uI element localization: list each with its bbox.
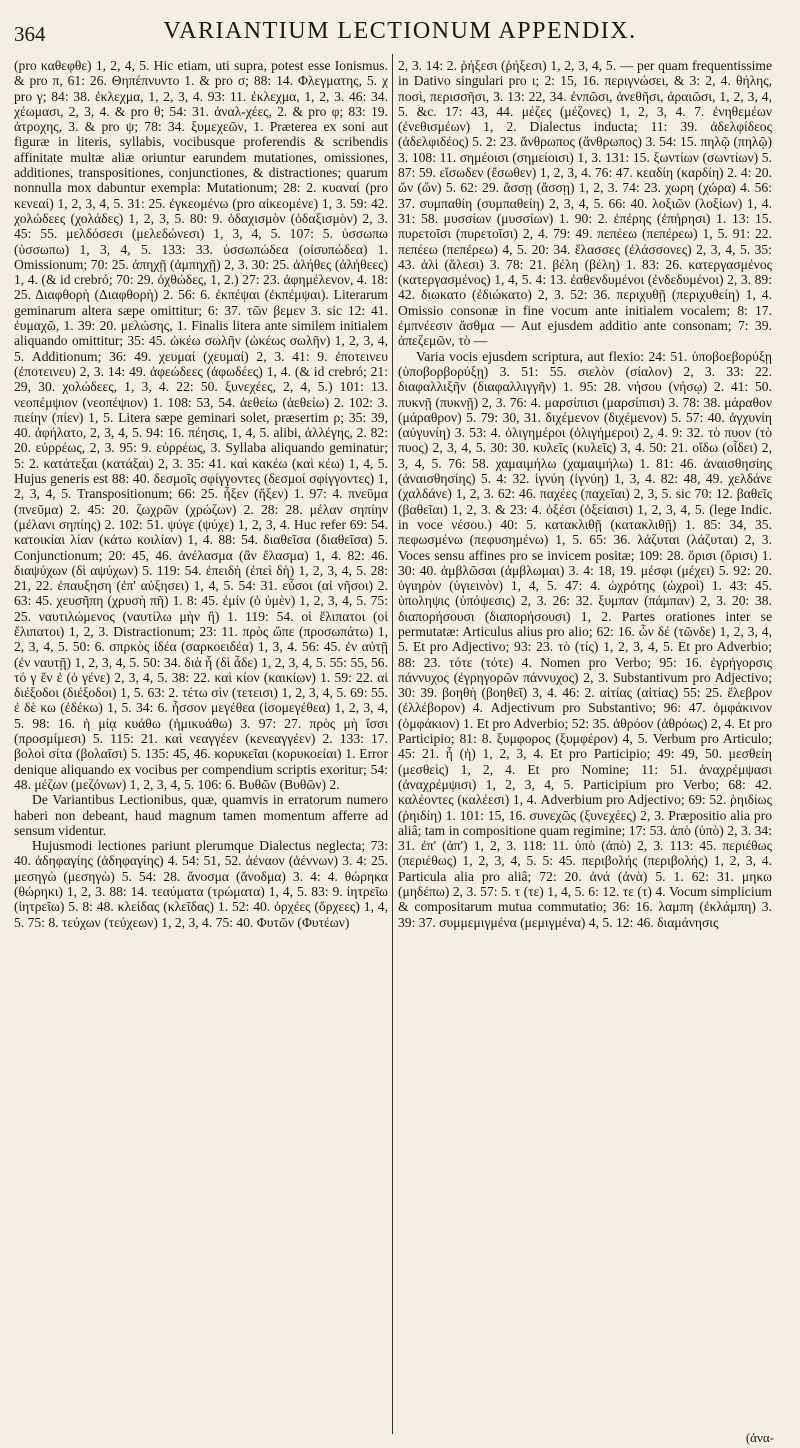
paragraph: 2, 3. 14: 2. ῥήξεσι (ῥήξεσι) 1, 2, 3, 4, 5. — per quam frequentissime in Dativo singulari pro ι; 2: 15, 16. περιγνώσει, & 3: 2, 4. θήλης, ποσὶ, περισσῆσι, 3. 13: 22, 34. ἐνπῶσι, ἀνεθῆσι, ἀραιῶσι, 1, 2, 3, 4, 5. &c. 17: 43, 44. μέζες (μέζονες) 1, 2, 3, 4. 7. ἐνηθεμέων (ἐνεθισμέων) 1, 2. Dialectus inducta; 11: 39. ἀδελφίδεος (ἀδελφιδέος) 5. 2: 23. ἄνθρωπος (ἄνθρωπος) 3. 54: 15. πηλῷ (πηλῷ) 3. 108: 11. σημέοισι (σημείοισι) 1, 3. 131: 15. ξωντίων (σωντίων) 5. 87: 59. εἴσωδεν (ἔσωθεν) 1, 2, 3, 4. 76: 47. κεαδίη (καρδίη) 2. 4: 20. ὤν (ὤν) 5. 62: 29. ἄσσῃ (ἄσσῃ) 1, 2, 3. 74: 23. χωρη (χώρα) 4. 56: 37. συμπαθίη (συμπαθείη) 2, 3, 4, 5. 66: 40. λοξιῶν (λοξίων) 1, 4. 31: 58. μυσσίων (μυσσίων) 1. 90: 2. ἐπέρης (ἐπήρησι) 1. 13: 15. πυρετοῖσι (πυρετοῖσι) 2, 4. 79: 49. πεπέεω (πεπέρεω) 1, 5. 91: 22. πεπέεω (πεπέρεω) 4, 5. 20: 34. ἔλασσες (ἐλάσσονες) 2, 3, 4, 5. 35: 43. ἁλὶ (ἅλεσι) 3. 78: 21. βέλη (βέλη) 1. 83: 26. κατεργασμένος (κατεργασμένος) 1, 4, 5. 4: 13. ἐαθενδυμένοι (ἐνδεδυμένοι) 2, 3. 89: 42. διωκατο (ἐδιώκατο) 2, 3. 52: 36. περιχυθῇ (περιχυθείη) 1, 4. Omissio consonæ in fine vocum ante initialem vocalem; 8: 17. ἐμπνέεσιν ἄσθμα — Aut ejusdem additio ante consonam; 7: 39. ἀπεζεμῶν, τὸ — bbox=[398, 58, 772, 349]
paragraph: Hujusmodi lectiones pariunt plerumque Dialectus neglecta; 73: 40. ἀδηφαγίης (ἀδηφαγίης) 4. 54: 51, 52. ἀέναον (ἀέννων) 3. 4: 25. μεσηγὼ (μεσηγὼ) 5. 54: 28. ἄνοσμα (ἄνοδμα) 3. 4: 4. θώρηκα (θώρηκι) 1, 2, 3. 88: 14. τεαύματα (τρώματα) 1, 4, 5. 83: 9. ἰητρεῖω (ἰητρεῖω) 5. 8: 48. κλείδας (κλεῖδας) 1. 52: 40. ὀρχέες (ὄρχεες) 1, 4, 5. 75: 8. τεύχων (τεύχεων) 1, 2, 3, 4. 75: 40. Φυτῶν (Φυτέων) bbox=[14, 838, 388, 930]
column-divider bbox=[392, 54, 393, 1434]
catchword: (ἀνα- bbox=[745, 1430, 774, 1445]
paragraph: (pro καθεφθε) 1, 2, 4, 5. Hic etiam, uti supra, potest esse Ionismus. & pro π, 61: 26. Θηπέπνυντο 1. & pro σ; 88: 14. Φλεγματης, 5. χ pro γ; 84: 38. ἐκλεχμα, 1, 2, 3, 4. 93: 11. ἐκλεχμα, 1, 2, 3. 46: 34. χέωμασι, 2, 3, 4. & pro θ; 54: 31. ἀναλ-χέες, 2. & pro φ; 83: 19. ἀτροχης, 3. & pro ψ; 78: 34. ξυμεχεῶν, 1. Præterea ex soni aut figuræ in literis, syllabis, vocibusque proferendis & scribendis affinitate multæ aliæ oriuntur earundem mutationes, omissiones, additiones, transpositiones, conjunctiones, & distractiones; quarum nonnulla mox dabuntur exempla: Mutationum; 28: 2. κυαναί (pro κενεαί) 1, 2, 3, 4, 5. 31: 25. ἐγκεομένω (pro αἰκεομένε) 1, 3. 59: 42. χολώδεες (χολάδες) 1, 2, 3, 5. 80: 9. ὀδαχισμὸν (ὀδαξισμὸν) 2, 3. 45: 55. μελδόσεσι (μελεδώνεσι) 1, 3, 4, 5. 107: 5. ὑσσωπω (ὑσσωπω) 1, 3, 4, 5. 133: 33. ὑσσωπώδεα (οἰσυπώδεα) 1. Omissionum; 70: 25. ἀπηχῇ (ἀμπηχῇ) 2, 3. 30: 25. ἀλήθες (ἀλήθεες) 1, 4. (& id crebró; 70: 29. ὀχθώδες, 1, 2.) 27: 23. ἀφημέλενον, 4. 18: 25. Διαφθορὴ (Διαφθορὴ) 2. 56: 6. ἐκπέψαι (ἐκπέμψαι). Literarum geminarum altera sæpe omittitur; 6: 37. τῶν βεμεν 3. sic 12: 41. ἐυμαχῶ, 1. 39: 20. μελώσης, 1. Finalis litera ante similem initialem aliquando omittitur; 35: 45. ὠκέω σωλῆν (ὠκέως σωλῆν) 1, 2, 3, 4, 5. Additionum; 36: 49. χευμαί (χευμαί) 2, 3. 41: 9. ἐποτεινευ (ἐποτεινευ) 2, 3. 14: 49. ἀφεώδεες (ἀφωδέες) 1, 4. (& id crebró; 21: 29, 30. χολώδεες, 1, 3, 4. 22: 50. ξυνεχέες, 2, 4, 5.) 101: 13. νεοπέμψιον (νεοπέψιον) 1. 108: 53, 54. ἀεθείω (ἀεθείω) 2. 102: 3. πιείην (πίεν) 1, 5. Litera sæpe geminari solet, præsertim ρ; 35: 39, 40. ἀφήλατο, 2, 3, 4, 5. 94: 16. πέησις, 1, 4, 5. alibi, ἀλλέγης, 2. 82: 20. εὐρρέως, 2, 3. 95: 9. εὐρρέως, 3. Syllaba aliquando geminatur; 5: 2. κατάτεξαι (κατάξαι) 2, 3. 35: 41. καὶ κακέω (καὶ κέω) 1, 4, 5. Hujus generis est 88: 40. δεσμοῖς σφίγγοντες (δεσμοί σφίγγοντες) 1, 2, 3, 4, 5. Transpositionum; 66: 25. ἧξεν (ἤξεν) 1. 97: 4. πνεῦμα (πνεῦμα) 2. 45: 20. ζωχρῶν (χρώζων) 2. 28: 28. μέλαν σηπίην (μέλανι σηπίης) 2. 102: 51. ψύγε (ψύχε) 1, 2, 3, 4. Huc refer 69: 54. κατοικίαι λίαν (κάτω κοιλίαν) 1, 4. 88: 54. διαθεῖσα (διαθεῖσα) 5. Conjunctionum; 20: 45, 46. ἀνέλασμα (ἂν ἔλασμα) 1, 4. 82: 46. διαψύχων (δὶ αψύχων) 5. 119: 54. ἐπειδὴ (ἐπεὶ δὴ) 1, 2, 3, 4, 5. 28: 21, 22. ἐπαυξηση (ἐπ' αὐξησει) 1, 4, 5. 54: 31. εὖσοι (αἱ νῆσοι) 2. 63: 45. χευσῆπη (χρυσὴ πῆ) 1. 8: 45. ἐμίν (ὁ ὐμὲν) 1, 2, 3, 4, 5. 75: 25. ναυτιλώμενος (ναυτίλω μὴν ἢ) 1. 119: 54. οἱ ἔλιπατοι (οἱ ἔλιπατοι) 1, 2, 3. Distractionum; 23: 11. πρὸς ὤπε (προσωπάτω) 1, 2, 3, 4, 5. 50: 6. σπρκὸς ἰδέα (σαρκοειδέα) 1, 3, 4. 56: 45. ἐν αὐτῇ (ἐν ναυτῇ) 1, 2, 3, 4, 5. 50: 34. διὰ ἧ (δὶ ἆδε) 1, 2, 3, 4, 5. 55: 55, 56. τό γ ἔν ἐ (ὁ γένε) 2, 3, 4, 5. 38: 22. καὶ κίον (καικίων) 1. 59: 22. αἱ διέξοδοι (διέξοδοι) 1, 5. 63: 2. τέτω σὶν (τετεισι) 1, 2, 3, 4, 5. 69: 55. ἐ δὲ κω (ἐδέκω) 1, 5. 34: 6. ἧσσον μεγέθεα (ἰσομεγέθεα) 1, 2, 3, 4, 5. 98: 16. ἡ μίᾳ κυάθω (ἡμικυάθω) 3. 97: 27. πρὸς μὴ ἴσσι (προσμίμεσι) 5. 115: 21. καὶ νεαγγέεν (κενεαγγέεν) 2. 133: 17. βολοὶ σίτα (βολαῖσι) 5. 135: 45, 46. κορυκεῖαι (κορυκοείαι) 1. Error denique aliquando ex vocibus per compendium scriptis exoritur; 54: 48. μέζων (μεζόνων) 1, 2, 3, 4, 5. 106: 6. Βυθῶν (Βυθῶν) 2. bbox=[14, 58, 388, 792]
right-column bbox=[398, 58, 772, 1438]
left-column bbox=[14, 58, 388, 1438]
page-header bbox=[14, 18, 786, 48]
page-number: 364 bbox=[14, 22, 46, 46]
running-title: VARIANTIUM LECTIONUM APPENDIX. bbox=[163, 18, 637, 44]
paragraph: De Variantibus Lectionibus, quæ, quamvis in erratorum numero haberi non debeant, haud magnum tamen momentum afferre ad sensum videntur. bbox=[14, 792, 388, 838]
paragraph: Varia vocis ejusdem scriptura, aut flexio: 24: 51. ὑποβοεβορύξῃ (ὑποβορβορύξῃ) 3. 51: 55. σιελὸν (σίαλον) 2, 3. 33: 22. διαφαλλιξῆν (διαφαλλιγγῆν) 1. 95: 28. νήσου (νήσῳ) 2. 41: 50. πυκνῇ (πυκνῇ) 2, 3. 76: 4. μαρσίπισι (μαρσίπισι) 3. 78: 38. μάραθον (μάραθρον) 5. 79: 30, 31. διχέμενον (διχέμενον) 5. 57: 40. ἀγχυνίη (αὐγυνίη) 3. 53: 4. ὀλιγημέροι (ὀλιγήμεροι) 2, 4. 9: 32. τὸ πυον (τὸ πυος) 2, 3, 4, 5. 30: 30. κυλεῖς (κυλεῖς) 3, 4. 50: 21. οἴδω (οἶδει) 2, 3, 4, 5. 76: 58. χαμαιμήλω (χαμαιμήλω) 1. 81: 46. ἀναισθησίης (ἀναισθησίης) 5. 4: 32. ἰγνύη (ἰγνύη) 1, 3, 4. 82: 48, 49. χελδάνε (χαλδάνε) 1, 2, 3. 62: 46. παχέες (παχεῖαι) 2, 3, 5. sic 70: 12. βαθεῖς (βαθεῖαι) 1, 2, 3. & 23: 4. ὀξέσι (ὀξείαισι) 1, 2, 3, 4, 5. (lege Indic. in voce νέσου.) 40: 5. κατακλιθῇ (κατακλιθῇ) 1. 85: 34, 35. πεφωσμένω (πεφυσημένω) 1, 5. 65: 36. λάζυται (λάζυται) 2, 3. Voces sensu affines pro se invicem positæ; 109: 28. ὅρισι (ὄρισι) 1. 30: 40. ἀμβλῶσαι (ἀμβλωμαι) 3. 4: 18, 19. μέσφι (μέχει) 5. 92: 20. ὑγιηρὸν (ὑγιεινὸν) 1, 4, 5. 47: 4. ὠχρότης (ὠχροὶ) 1. 43: 45. ὑποληψις (ὑπόψεσις) 2, 3. 26: 32. ξυμπαν (πάμπαν) 2, 3. 20: 38. διαπορήσουσι (διαπορήσουσι) 1, 2. Partes orationes inter se permutatæ: Articulus alius pro alio; 62: 16. ὧν δέ (τῶνδε) 1, 2, 3, 4, 5. Et pro Adjectivo; 93: 23. τὸ (τίς) 1, 2, 3, 4, 5. Et pro Adverbio; 88: 23. τότε (τότε) 4. Nomen pro Verbo; 95: 16. ἐγρήγορσις πάννυχος (ἐγρηγορῶν πάννυχος) 2, 3. Substantivum pro Adjectivo; 30: 39. βοηθὴ (βοηθεῖ) 3, 4. 46: 2. αἰτίας (αἰτίας) 55: 25. ἔλεβρον (ἐλλέβορον) 4. Adjectivum pro Substantivo; 96: 47. ὀμφάκινον (ὀμφάκιον) 1. Et pro Adverbio; 52: 35. ἀθρόον (ἀθρόως) 2, 4. Et pro Participio; 81: 8. ξυμφορος (ξυμφέρον) 4, 5. Verbum pro Articulo; 45: 21. ἦ (ἡ) 1, 2, 3, 4. Et pro Participio; 49: 49, 50. μεσθείη (μεσθεὶς) 1, 2, 4. Et pro Nomine; 11: 51. ἀναχρέμψασι (ἀναχρέμψισι) 1, 2, 3, 4, 5. Participium pro Verbo; 68: 42. καλέοντες (καλέεσι) 1, 4. Adverbium pro Adjectivo; 69: 52. ῥηιδίως (ῥηιδίη) 1. 101: 15, 16. συνεχῶς (ξυνεχέες) 2, 3. Præpositio alia pro aliâ; tam in compositione quam regimine; 17: 53. ἀπὸ (ὑπὸ) 2, 3. 34: 31. ἐπ' (ἀπ') 1, 2, 3. 118: 11. ὑπὸ (ἀπὸ) 2, 3. 113: 45. περιέθως (περιέθως) 1, 2, 3, 4, 5. 5: 45. περιβολής (περιβολής) 1, 2, 3, 4. Particula alia pro aliâ; 72: 20. ἀνά (ἀνὰ) 5. 1. 62: 31. μηκω (μηδέπω) 2, 3. 57: 5. τ (τε) 1, 4, 5. 6: 12. τε (τ) 4. Vocum simplicium & compositarum mutua commutatio; 36: 16. λαμπη (ἐκλάμπη) 3. 39: 37. συμμεμιγμένα (μεμιγμένα) 4, 5. 12: 46. διαμάνησις bbox=[398, 348, 772, 930]
